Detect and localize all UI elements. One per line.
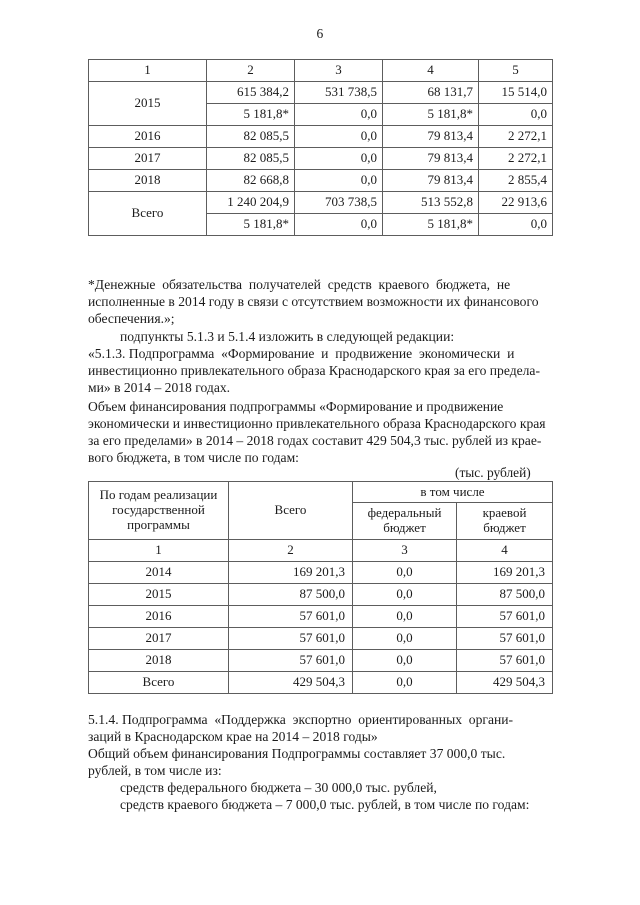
t2-col-number-4: 4	[457, 540, 553, 562]
table-column-numbers-row	[89, 540, 553, 562]
t2-period-2014: 2014	[89, 562, 229, 584]
table-row	[89, 584, 553, 606]
cell-2015-b-c3: 0,0	[295, 104, 383, 126]
cell-2015-b-c5: 0,0	[479, 104, 553, 126]
t2-federal-2016: 0,0	[353, 606, 457, 628]
col-number-4: 4	[383, 60, 479, 82]
item-513-paragraph	[88, 345, 552, 396]
cell-2016-c5: 2 272,1	[479, 126, 553, 148]
cell-2017-c5: 2 272,1	[479, 148, 553, 170]
t2-total-2014: 169 201,3	[229, 562, 353, 584]
cell-2015-a-total: 615 384,2	[207, 82, 295, 104]
footnote-paragraph	[88, 276, 552, 327]
t2-period-2016: 2016	[89, 606, 229, 628]
t2-regional-total: 429 504,3	[457, 672, 553, 694]
funding-source-federal-line: средств федерального бюджета – 30 000,0 тыс. рублей,	[120, 780, 437, 795]
t2-regional-2018: 57 601,0	[457, 650, 553, 672]
footnote-line-3: обеспечения.»;	[88, 311, 175, 327]
t2-federal-2015: 0,0	[353, 584, 457, 606]
row-label-2017: 2017	[89, 148, 207, 170]
cell-2016-c3: 0,0	[295, 126, 383, 148]
col-number-3: 3	[295, 60, 383, 82]
page-number: 6	[316, 26, 324, 41]
col-number-5: 5	[479, 60, 553, 82]
cell-total-b-c4: 5 181,8*	[383, 214, 479, 236]
cell-2015-b-c4: 5 181,8*	[383, 104, 479, 126]
header-period-line-2: государственной	[112, 502, 205, 518]
header-federal-budget	[353, 503, 457, 540]
table-row	[89, 672, 553, 694]
table-row	[89, 82, 553, 104]
t2-period-2015: 2015	[89, 584, 229, 606]
row-label-2015: 2015	[89, 82, 207, 126]
cell-2018-c5: 2 855,4	[479, 170, 553, 192]
cell-total-a-c3: 703 738,5	[295, 192, 383, 214]
table-header-row	[89, 60, 553, 82]
volume-513-line-3: за его пределами» в 2014 – 2018 годах составит 429 504,3 тыс. рублей из крае-	[88, 433, 542, 449]
t2-regional-2014: 169 201,3	[457, 562, 553, 584]
header-period-line-1: По годам реализации	[99, 487, 218, 503]
header-group-included: в том числе	[353, 482, 553, 503]
t2-period-total: Всего	[89, 672, 229, 694]
volume-513-line-1: Объем финансирования подпрограммы «Формирование и продвижение	[88, 399, 504, 414]
cell-2016-total: 82 085,5	[207, 126, 295, 148]
t2-total-2018: 57 601,0	[229, 650, 353, 672]
t2-regional-2017: 57 601,0	[457, 628, 553, 650]
cell-total-b-c3: 0,0	[295, 214, 383, 236]
volume-514-line-2: рублей, в том числе из:	[88, 763, 222, 779]
cell-total-a-c5: 22 913,6	[479, 192, 553, 214]
cell-total-a-total: 1 240 204,9	[207, 192, 295, 214]
header-regional-budget	[457, 503, 553, 540]
cell-total-b-total: 5 181,8*	[207, 214, 295, 236]
footnote-line-1: *Денежные обязательства получателей средств краевого бюджета, не	[88, 277, 511, 292]
header-period-line-3: программы	[127, 516, 190, 532]
t2-period-2018: 2018	[89, 650, 229, 672]
cell-2015-a-c5: 15 514,0	[479, 82, 553, 104]
row-label-2016: 2016	[89, 126, 207, 148]
table-row	[89, 170, 553, 192]
col-number-1: 1	[89, 60, 207, 82]
volume-513-paragraph	[88, 398, 552, 466]
funding-source-regional-line: средств краевого бюджета – 7 000,0 тыс. рублей, в том числе по годам:	[120, 797, 530, 813]
header-total-column: Всего	[229, 482, 353, 540]
col-number-2: 2	[207, 60, 295, 82]
t2-col-number-1: 1	[89, 540, 229, 562]
subitems-intro-line: подпункты 5.1.3 и 5.1.4 изложить в следующей редакции:	[120, 329, 455, 344]
item-514-line-1: 5.1.4. Подпрограмма «Поддержка экспортно ориентированных органи-	[88, 712, 514, 727]
header-period-column	[89, 482, 229, 540]
header-federal-line-1: федеральный	[367, 505, 442, 521]
row-label-total: Всего	[89, 192, 207, 236]
t2-col-number-3: 3	[353, 540, 457, 562]
row-label-2018: 2018	[89, 170, 207, 192]
cell-2015-b-total: 5 181,8*	[207, 104, 295, 126]
volume-513-line-2: экономически и инвестиционно привлекательного образа Краснодарского края	[88, 416, 546, 432]
t2-regional-2016: 57 601,0	[457, 606, 553, 628]
cell-2015-a-c4: 68 131,7	[383, 82, 479, 104]
t2-period-2017: 2017	[89, 628, 229, 650]
cell-2017-c4: 79 813,4	[383, 148, 479, 170]
subprogram-funding-table	[88, 481, 553, 694]
subitems-intro-paragraph	[120, 328, 552, 345]
t2-regional-2015: 87 500,0	[457, 584, 553, 606]
header-federal-line-2: бюджет	[383, 520, 426, 535]
funding-sources-paragraph	[120, 779, 552, 813]
budget-years-table	[88, 59, 553, 236]
t2-total-total: 429 504,3	[229, 672, 353, 694]
table-header-row-1	[89, 482, 553, 503]
header-regional-line-1: краевой	[482, 505, 527, 521]
t2-total-2015: 87 500,0	[229, 584, 353, 606]
cell-total-b-c5: 0,0	[479, 214, 553, 236]
t2-federal-total: 0,0	[353, 672, 457, 694]
t2-federal-2014: 0,0	[353, 562, 457, 584]
cell-2018-c4: 79 813,4	[383, 170, 479, 192]
table-row	[89, 562, 553, 584]
item-514-paragraph	[88, 711, 552, 745]
cell-2017-total: 82 085,5	[207, 148, 295, 170]
item-513-line-1: «5.1.3. Подпрограмма «Формирование и продвижение экономически и	[88, 346, 515, 361]
t2-col-number-2: 2	[229, 540, 353, 562]
item-513-line-3: ми» в 2014 – 2018 годах.	[88, 380, 231, 396]
table-row	[89, 126, 553, 148]
volume-513-line-4: вого бюджета, в том числе по годам:	[88, 450, 299, 466]
cell-2017-c3: 0,0	[295, 148, 383, 170]
item-513-line-2: инвестиционно привлекательного образа Краснодарского края за его предела-	[88, 363, 540, 379]
t2-federal-2018: 0,0	[353, 650, 457, 672]
footnote-line-2: исполненные в 2014 году в связи с отсутствием возможности их финансового	[88, 294, 539, 310]
header-regional-line-2: бюджет	[483, 520, 526, 535]
cell-2018-c3: 0,0	[295, 170, 383, 192]
units-label: (тыс. рублей)	[455, 465, 531, 480]
table-row	[89, 148, 553, 170]
cell-2018-total: 82 668,8	[207, 170, 295, 192]
item-514-line-2: заций в Краснодарском крае на 2014 – 2018 годы»	[88, 729, 378, 745]
cell-2015-a-c3: 531 738,5	[295, 82, 383, 104]
table-row	[89, 606, 553, 628]
cell-total-a-c4: 513 552,8	[383, 192, 479, 214]
table-row	[89, 192, 553, 214]
table-row	[89, 628, 553, 650]
t2-total-2017: 57 601,0	[229, 628, 353, 650]
cell-2016-c4: 79 813,4	[383, 126, 479, 148]
t2-federal-2017: 0,0	[353, 628, 457, 650]
t2-total-2016: 57 601,0	[229, 606, 353, 628]
table-row	[89, 650, 553, 672]
volume-514-paragraph	[88, 745, 552, 779]
volume-514-line-1: Общий объем финансирования Подпрограммы составляет 37 000,0 тыс.	[88, 746, 506, 761]
